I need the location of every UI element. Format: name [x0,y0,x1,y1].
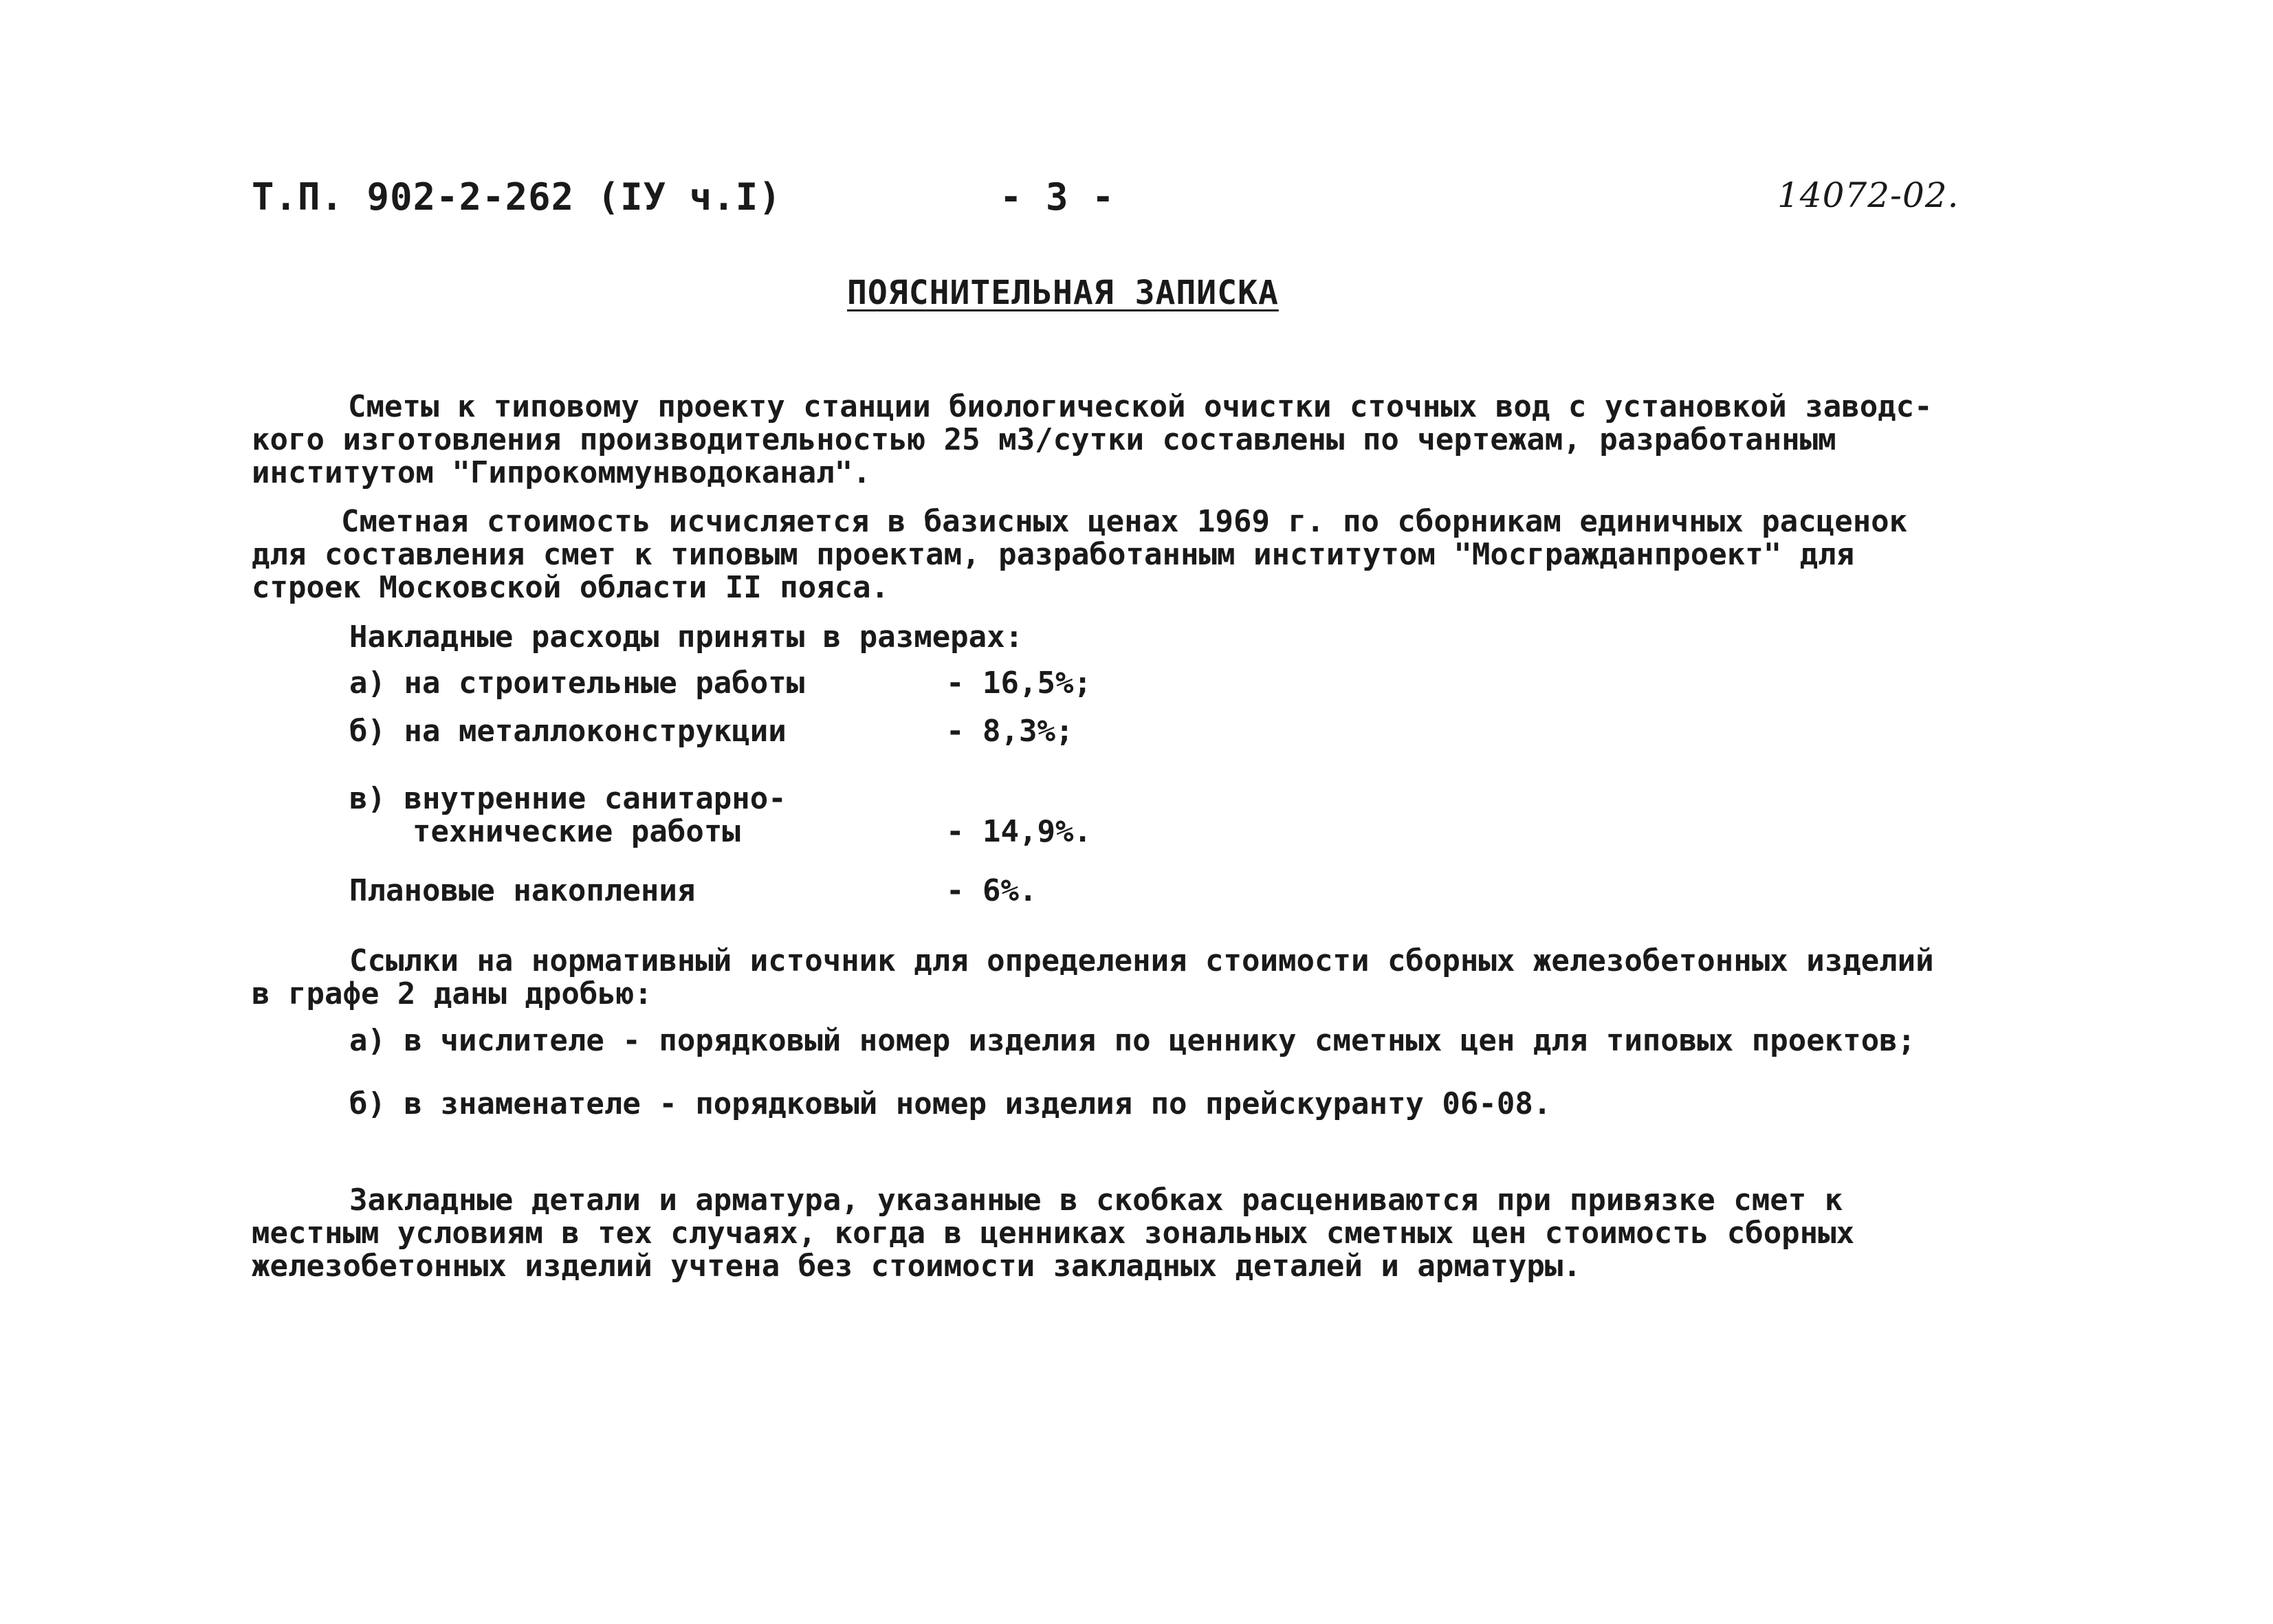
paragraph-references [252,945,1934,1011]
paragraph-line: Закладные детали и арматура, указанные в скобках расцениваются при привязке смет к [349,1183,1843,1218]
planned-accumulation-value: - 6%. [946,873,1037,908]
overhead-item-label-line: технические работы [413,814,740,849]
paragraph-line: для составления смет к типовым проектам, разработанным институтом "Мосгражданпроект" для [252,537,1855,572]
paragraph-line: в графе 2 даны дробью: [252,976,652,1011]
page-number: - 3 - [1000,175,1115,219]
page-title: ПОЯСНИТЕЛЬНАЯ ЗАПИСКА [847,274,1279,312]
overhead-item-label: б) на металлоконструкции [349,714,787,749]
paragraph-line: железобетонных изделий учтена без стоимости закладных деталей и арматуры. [252,1249,1581,1284]
paragraph-line: местным условиям в тех случаях, когда в ценниках зональных сметных цен стоимость сборных [252,1216,1855,1251]
paragraph-intro [252,391,1933,490]
overhead-item-value: - 14,9%. [946,814,1092,849]
overhead-intro: Накладные расходы приняты в размерах: [349,619,1024,655]
paragraph-line: кого изготовления производительностью 25 м3/сутки составлены по чертежам, разработанным [252,422,1836,457]
overhead-item-label-line: в) внутренние санитарно- [349,781,787,816]
paragraph-embedded-parts [252,1184,1854,1283]
reference-item: б) в знаменателе - порядковый номер изделия по прейскуранту 06-08. [349,1086,1552,1121]
paragraph-line: институтом "Гипрокоммунводоканал". [252,455,871,490]
handwritten-number: 14072-02. [1777,175,1959,215]
overhead-item-value: - 16,5%; [946,666,1092,701]
paragraph-line: Сметная стоимость исчисляется в базисных ценах 1969 г. по сборникам единичных расценок [341,504,1908,539]
paragraph-line: строек Московской области II пояса. [252,570,890,605]
overhead-item-label [349,782,787,848]
document-code: Т.П. 902-2-262 (IУ ч.I) [252,175,782,219]
overhead-item-label: а) на строительные работы [349,666,805,701]
reference-item: а) в числителе - порядковый номер изделия по ценнику сметных цен для типовых проектов; [349,1023,1916,1058]
overhead-item-value: - 8,3%; [946,714,1074,749]
paragraph-cost [252,505,1907,604]
paragraph-line: Сметы к типовому проекту станции биологической очистки сточных вод с установкой заводс- [348,389,1933,424]
paragraph-line: Ссылки на нормативный источник для определения стоимости сборных железобетонных изделий [349,943,1934,978]
planned-accumulation-label: Плановые накопления [349,873,696,908]
